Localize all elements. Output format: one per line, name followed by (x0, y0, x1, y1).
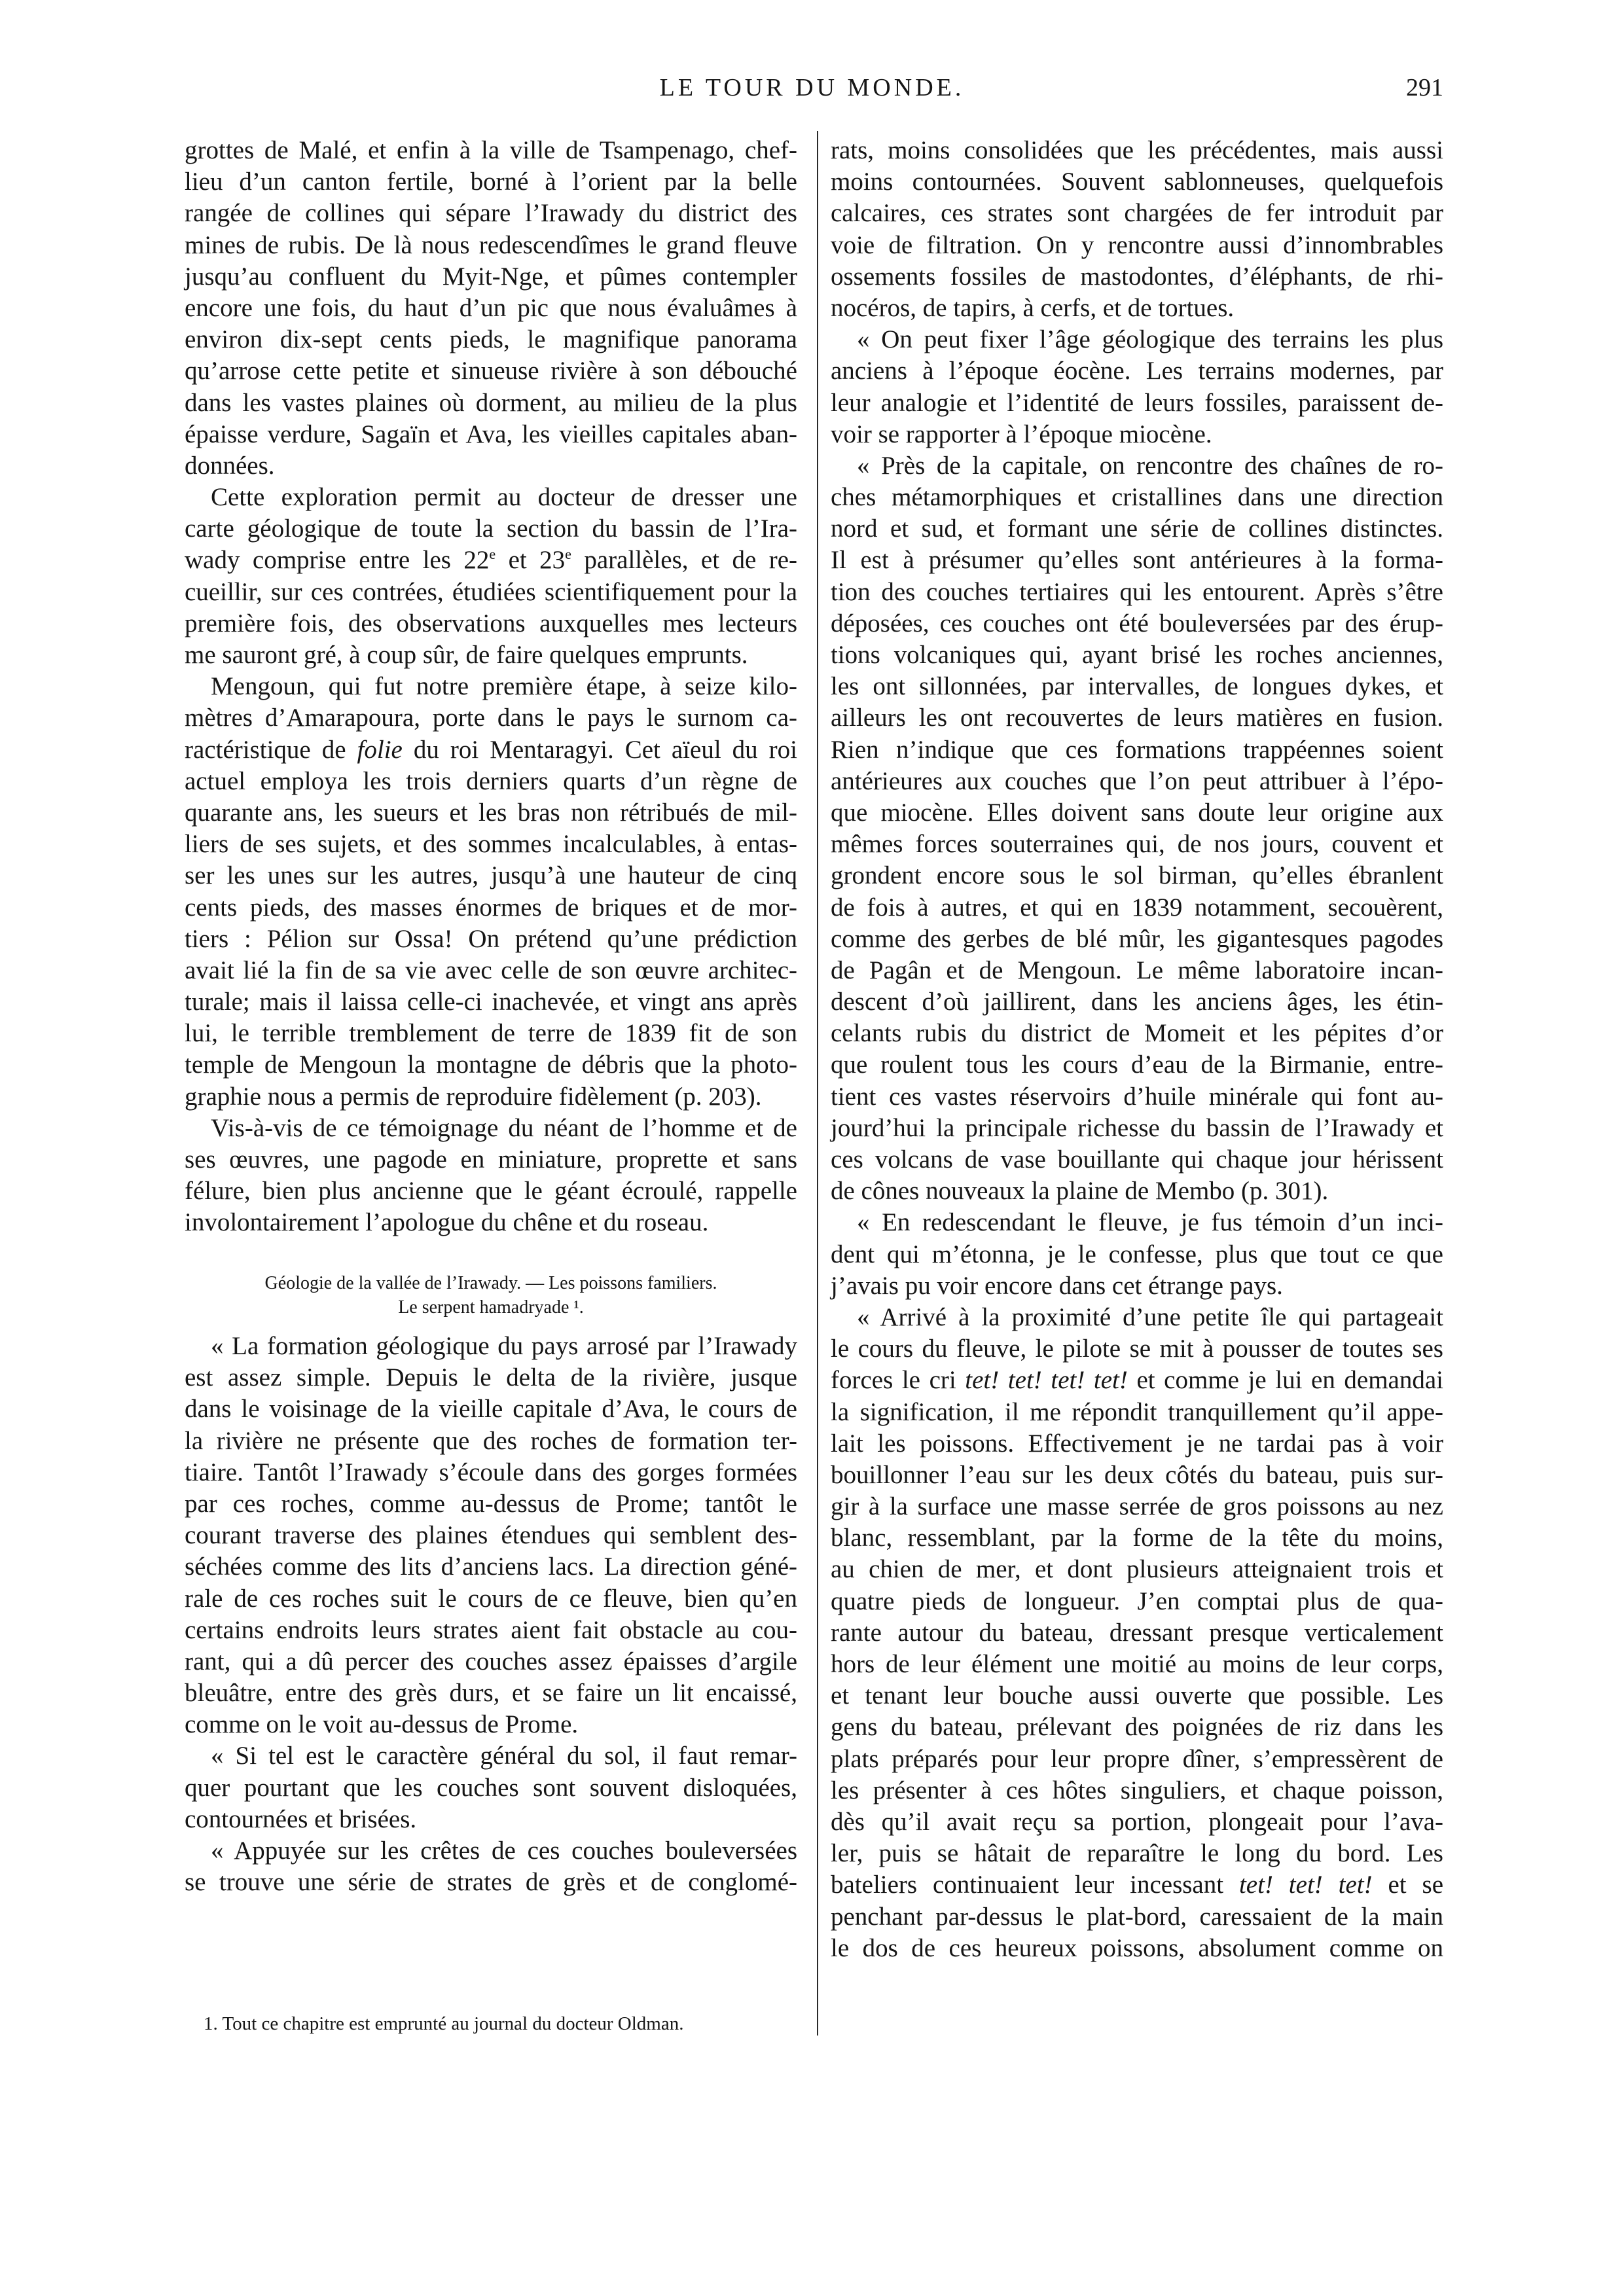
text-line: rant, qui a dû percer des couches assez épaisses d’argile (185, 1647, 797, 1676)
text-line: actuel employa les trois derniers quarts d’un règne de (185, 766, 797, 795)
text-line: tient ces vastes réservoirs d’huile minérale qui font au- (831, 1082, 1443, 1111)
text-line: tiaire. Tantôt l’Irawady s’écoule dans des gorges formées (185, 1458, 797, 1486)
text-line: Mengoun, qui fut notre première étape, à seize kilo- (211, 672, 797, 701)
text-line: jourd’hui la principale richesse du bassin de l’Irawady et (831, 1113, 1443, 1142)
text-line: involontairement l’apologue du chêne et du roseau. (185, 1208, 709, 1237)
text-line: « Si tel est le caractère général du sol, il faut remar- (211, 1742, 797, 1770)
text-line: les ont sillonnées, par intervalles, de longues dykes, et (831, 672, 1443, 701)
text-line: tions volcaniques qui, ayant brisé les roches anciennes, (831, 641, 1443, 669)
text-line: quatre pieds de longueur. J’en comptai plus de qua- (831, 1587, 1443, 1615)
text-run: du roi Mentaragyi. Cet aïeul du roi (402, 735, 797, 764)
text-line: que miocène. Elles doivent sans doute leur origine aux (831, 798, 1443, 827)
text-line: se trouve une série de strates de grès et de conglomé- (185, 1868, 797, 1897)
text-line: leur analogie et l’identité de leurs fossiles, paraissent de- (831, 388, 1443, 417)
text-line: bleuâtre, entre des grès durs, et se faire un lit encaissé, (185, 1679, 797, 1708)
paragraph (831, 450, 1443, 1208)
text-line: quer pourtant que les couches sont souvent disloquées, (185, 1773, 797, 1802)
text-line: première fois, des observations auxquelles mes lecteurs (185, 609, 797, 637)
text-line: rante autour du bateau, dressant presque verticalement (831, 1618, 1443, 1647)
text-line: données. (185, 451, 275, 480)
text-line: félure, bien plus ancienne que le géant écroulé, rappelle (185, 1177, 797, 1206)
text-line: mètres d’Amarapoura, porte dans le pays le surnom ca- (185, 704, 797, 732)
text-line (831, 1365, 1443, 1396)
text-line: la signification, il me répondit tranquillement qu’il appe- (831, 1397, 1443, 1426)
text-line: me sauront gré, à coup sûr, de faire quelques emprunts. (185, 641, 748, 669)
text-line: Vis-à-vis de ce témoignage du néant de l’homme et de (211, 1113, 797, 1142)
page-number: 291 (1406, 74, 1443, 101)
text-line: anciens à l’époque éocène. Les terrains modernes, par (831, 357, 1443, 386)
text-line: certains endroits leurs strates aient fait obstacle au cou- (185, 1615, 797, 1644)
italic-text: tet! tet! tet! tet! (965, 1366, 1128, 1395)
text-line: dès qu’il avait reçu sa portion, plongeait pour l’ava- (831, 1807, 1443, 1836)
section-heading-line-2: Le serpent hamadryade ¹. (398, 1297, 584, 1318)
left-column-top (185, 135, 797, 1239)
text-line: nocéros, de tapirs, à cerfs, et de tortues. (831, 293, 1235, 322)
text-line: environ dix-sept cents pieds, le magnifique panorama (185, 325, 797, 354)
text-run: et se (1372, 1871, 1444, 1899)
italic-text: folie (357, 735, 403, 764)
text-line: le dos de ces heureux poissons, absolument comme on (831, 1933, 1443, 1962)
text-line: déposées, ces couches ont été bouleversées par des érup- (831, 609, 1443, 637)
text-line: « Près de la capitale, on rencontre des chaînes de ro- (857, 451, 1443, 480)
text-line: est assez simple. Depuis le delta de la rivière, jusque (185, 1363, 797, 1392)
text-line: dans les vastes plaines où dorment, au milieu de la plus (185, 388, 797, 417)
text-line: jusqu’au confluent du Myit-Nge, et pûmes contempler (185, 262, 797, 291)
text-line: dent qui m’étonna, je le confesse, plus que tout ce que (831, 1240, 1443, 1268)
superscript: e (565, 546, 571, 563)
text-line: comme des gerbes de blé mûr, les gigantesques pagodes (831, 924, 1443, 953)
text-line: nord et sud, et formant une série de collines distinctes. (831, 514, 1443, 543)
text-line: turale; mais il laissa celle-ci inachevée, et vingt ans après (185, 988, 797, 1016)
text-line: courant traverse des plaines étendues qui semblent des- (185, 1521, 797, 1550)
text-line: la rivière ne présente que des roches de formation ter- (185, 1426, 797, 1455)
text-line: ches métamorphiques et cristallines dans une direction (831, 483, 1443, 512)
text-line: séchées comme des lits d’anciens lacs. La direction géné- (185, 1552, 797, 1581)
section-heading-line-1: Géologie de la vallée de l’Irawady. — Les poissons familiers. (264, 1273, 717, 1293)
text-line: Rien n’indique que ces formations trappéennes soient (831, 735, 1443, 764)
text-line: que roulent tous les cours d’eau de la Birmanie, entre- (831, 1050, 1443, 1079)
running-head: LE TOUR DU MONDE. (659, 74, 965, 101)
text-line: graphie nous a permis de reproduire fidèlement (p. 203). (185, 1082, 762, 1111)
text-line: rats, moins consolidées que les précédentes, mais aussi (831, 136, 1443, 164)
right-column (831, 135, 1443, 1964)
text-line: ailleurs les ont recouvertes de leurs matières en fusion. (831, 704, 1443, 732)
text-line: hors de leur élément une moitié au moins de leur corps, (831, 1650, 1443, 1678)
text-line: penchant par-dessus le plat-bord, caressaient de la main (831, 1902, 1443, 1931)
text-line: gens du bateau, prélevant des poignées de riz dans les (831, 1713, 1443, 1742)
text-run: bateliers continuaient leur incessant (831, 1871, 1239, 1899)
text-line: de Pagân et de Mengoun. Le même laboratoire incan- (831, 956, 1443, 984)
text-line: voir se rapporter à l’époque miocène. (831, 420, 1212, 448)
paragraph (185, 135, 797, 482)
text-line: temple de Mengoun la montagne de débris que la photo- (185, 1050, 797, 1079)
text-line: gir à la surface une masse serrée de gros poissons au nez (831, 1492, 1443, 1521)
text-run: forces le cri (831, 1366, 965, 1395)
text-line: contournées et brisées. (185, 1804, 417, 1833)
text-line: mêmes forces souterraines qui, de nos jours, couvent et (831, 830, 1443, 859)
text-line: ses œuvres, une pagode en miniature, proprette et sans (185, 1145, 797, 1174)
text-line: comme on le voit au-dessus de Prome. (185, 1710, 579, 1739)
text-line: bouillonner l’eau sur les deux côtés du bateau, puis sur- (831, 1460, 1443, 1489)
italic-text: tet! tet! tet! (1238, 1871, 1373, 1899)
paragraph (831, 1302, 1443, 1964)
text-line: par ces roches, comme au-dessus de Prome; tantôt le (185, 1489, 797, 1518)
column-divider (817, 131, 818, 2036)
text-line: antérieures aux couches que l’on peut attribuer à l’épo- (831, 766, 1443, 795)
text-line (185, 734, 797, 766)
text-line: « On peut fixer l’âge géologique des terrains les plus (857, 325, 1443, 354)
text-line: calcaires, ces strates sont chargées de fer introduit par (831, 199, 1443, 228)
text-line: j’avais pu voir encore dans cet étrange pays. (831, 1271, 1283, 1300)
text-run: wady comprise entre les 22 (185, 546, 490, 575)
text-line: liers de ses sujets, et des sommes incalculables, à entas- (185, 830, 797, 859)
text-line: au chien de mer, et dont plusieurs atteignaient trois et (831, 1555, 1443, 1584)
footnote: 1. Tout ce chapitre est emprunté au journal du docteur Oldman. (204, 2013, 684, 2034)
text-line: et tenant leur bouche aussi ouverte que possible. Les (831, 1681, 1443, 1710)
text-line: de fois à autres, et qui en 1839 notamment, secouèrent, (831, 893, 1443, 922)
text-line: ler, puis se hâtait de reparaître le long du bord. Les (831, 1839, 1443, 1868)
text-line: grondent encore sous le sol birman, qu’elles ébranlent (831, 861, 1443, 890)
text-line: « Arrivé à la proximité d’une petite île qui partageait (857, 1302, 1443, 1331)
text-line: celants rubis du district de Momeit et les pépites d’or (831, 1019, 1443, 1048)
text-run: ractéristique de (185, 735, 357, 764)
text-line: ossements fossiles de mastodontes, d’éléphants, de rhi- (831, 262, 1443, 291)
text-line: lait les poissons. Effectivement je ne tardai pas à voir (831, 1429, 1443, 1458)
text-line: blanc, ressemblant, par la forme de la tête du moins, (831, 1524, 1443, 1552)
text-line: quarante ans, les sueurs et les bras non rétribués de mil- (185, 798, 797, 827)
text-line: « Appuyée sur les crêtes de ces couches bouleversées (211, 1837, 797, 1865)
text-line: épaisse verdure, Sagaïn et Ava, les vieilles capitales aban- (185, 420, 797, 448)
paragraph (831, 135, 1443, 324)
text-line: de cônes nouveaux la plaine de Membo (p. 301). (831, 1177, 1329, 1206)
paragraph (185, 1331, 797, 1740)
text-line: mines de rubis. De là nous redescendîmes le grand fleuve (185, 230, 797, 259)
text-run: et 23 (496, 546, 566, 575)
text-line: rangée de collines qui sépare l’Irawady du district des (185, 199, 797, 228)
paragraph (185, 482, 797, 671)
text-line (831, 1869, 1443, 1901)
text-line: dans le voisinage de la vieille capitale d’Ava, le cours de (185, 1395, 797, 1424)
text-line: « En redescendant le fleuve, je fus témoin d’un inci- (857, 1208, 1443, 1237)
section-heading (185, 1271, 797, 1319)
superscript: e (489, 546, 496, 563)
text-line: lui, le terrible tremblement de terre de 1839 fit de son (185, 1019, 797, 1048)
paragraph (185, 1835, 797, 1898)
text-run: parallèles, et de re- (571, 546, 798, 575)
paragraph (831, 1207, 1443, 1302)
text-line: avait lié la fin de sa vie avec celle de son œuvre architec- (185, 956, 797, 984)
text-line: Cette exploration permit au docteur de dresser une (211, 483, 797, 512)
text-line: ces volcans de vase bouillante qui chaque jour hérissent (831, 1145, 1443, 1174)
text-run: et comme je lui en demandai (1127, 1366, 1443, 1395)
paragraph (185, 1113, 797, 1239)
paragraph (185, 1740, 797, 1835)
text-line: Il est à présumer qu’elles sont antérieures à la forma- (831, 546, 1443, 575)
text-line: qu’arrose cette petite et sinueuse rivière à son débouché (185, 357, 797, 386)
paragraph (185, 671, 797, 1113)
text-line: les présenter à ces hôtes singuliers, et chaque poisson, (831, 1776, 1443, 1804)
text-line: grottes de Malé, et enfin à la ville de Tsampenago, chef- (185, 136, 797, 164)
text-line: plats préparés pour leur propre dîner, s’empressèrent de (831, 1744, 1443, 1773)
text-line: le cours du fleuve, le pilote se mit à pousser de toutes ses (831, 1335, 1443, 1363)
text-line (185, 545, 797, 576)
text-line: encore une fois, du haut d’un pic que nous évaluâmes à (185, 293, 797, 322)
text-line: lieu d’un canton fertile, borné à l’orient par la belle (185, 168, 797, 196)
text-line: cents pieds, des masses énormes de briques et de mor- (185, 893, 797, 922)
text-line: cueillir, sur ces contrées, étudiées scientifiquement pour la (185, 577, 797, 606)
text-line: tiers : Pélion sur Ossa! On prétend qu’une prédiction (185, 924, 797, 953)
text-line: voie de filtration. On y rencontre aussi d’innombrables (831, 230, 1443, 259)
text-line: descent d’où jaillirent, dans les anciens âges, les étin- (831, 988, 1443, 1016)
paragraph (831, 324, 1443, 450)
text-line: « La formation géologique du pays arrosé par l’Irawady (211, 1332, 797, 1360)
text-line: moins contournées. Souvent sablonneuses, quelquefois (831, 168, 1443, 196)
text-line: ser les unes sur les autres, jusqu’à une hauteur de cinq (185, 861, 797, 890)
left-column-bottom (185, 1331, 797, 1898)
text-line: tion des couches tertiaires qui les entourent. Après s’être (831, 577, 1443, 606)
text-line: carte géologique de toute la section du bassin de l’Ira- (185, 514, 797, 543)
text-line: rale de ces roches suit le cours de ce fleuve, bien qu’en (185, 1584, 797, 1613)
